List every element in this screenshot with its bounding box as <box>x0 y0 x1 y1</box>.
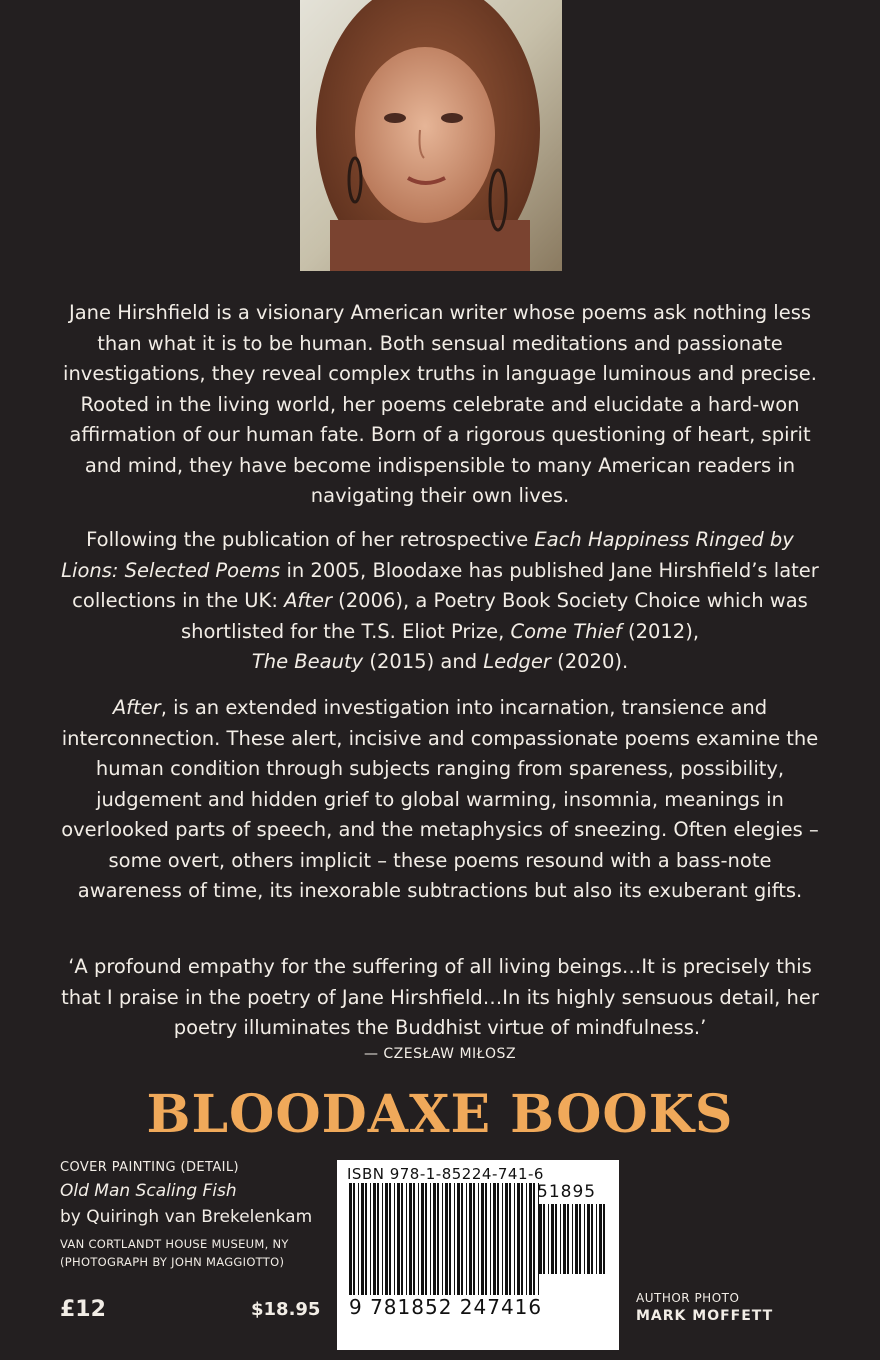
price-code: 51895 <box>537 1182 597 1202</box>
barcode-bar <box>457 1183 460 1295</box>
barcode-bar <box>548 1204 549 1274</box>
barcode-bar <box>563 1204 566 1274</box>
text-segment: (2020). <box>550 650 629 673</box>
barcode-bar <box>572 1204 573 1274</box>
barcode-bar <box>401 1183 403 1295</box>
author-portrait-illustration <box>300 0 562 271</box>
barcode-bar <box>373 1183 376 1295</box>
barcode-bar <box>406 1183 407 1295</box>
barcode-bar <box>361 1183 364 1295</box>
barcode-bar <box>358 1183 359 1295</box>
isbn-barcode <box>337 1160 619 1350</box>
barcode-bar <box>551 1204 554 1274</box>
barcode-bar <box>466 1183 467 1295</box>
review-quote: ‘A profound empathy for the suffering of all living beings…It is precisely this that I praise in the poetry of Jane Hirshfield…In its highly sensuous detail, her poetry illuminates the Buddhist virtue of mindfulness.’ <box>61 955 819 1039</box>
barcode-bar <box>418 1183 419 1295</box>
price-gbp: £12 <box>60 1297 106 1322</box>
barcode-bar <box>353 1183 355 1295</box>
barcode-bar <box>425 1183 427 1295</box>
text-segment: Following the publication of her retrospective <box>86 528 535 551</box>
barcode-bar <box>567 1204 569 1274</box>
barcode-bar <box>478 1183 479 1295</box>
book-title: The Beauty <box>251 650 364 673</box>
barcode-bar <box>529 1183 532 1295</box>
barcode-bar <box>596 1204 597 1274</box>
barcode-bar <box>490 1183 491 1295</box>
blurb-paragraph-intro: Jane Hirshfield is a visionary American writer whose poems ask nothing less than what it is to be human. Both sensual meditations and passionate investigations, they reveal complex truths in language luminous and precise. Rooted in the living world, her poems celebrate and elucidate a hard-won affirmation of our human fate. Born of a rigorous questioning of heart, spirit and mind, they have become indispensible to many American readers in navigating their own lives. <box>63 301 817 507</box>
barcode-bar <box>543 1204 545 1274</box>
barcode-bar <box>603 1204 605 1274</box>
barcode-bar <box>389 1183 391 1295</box>
price-usd: $18.95 <box>251 1299 321 1320</box>
book-title: Each Happiness Ringed by Lions: Selected Poems <box>61 528 794 582</box>
book-title: After <box>112 696 161 719</box>
barcode-bar <box>502 1183 503 1295</box>
text-segment: (2015) and <box>363 650 484 673</box>
author-photo-label: AUTHOR PHOTO <box>636 1291 740 1305</box>
barcode-bar <box>517 1183 520 1295</box>
barcode-bar <box>365 1183 367 1295</box>
barcode-bar <box>421 1183 424 1295</box>
barcode-bar <box>584 1204 585 1274</box>
barcode-bar <box>413 1183 415 1295</box>
barcode-bar <box>560 1204 561 1274</box>
book-title: After <box>284 589 332 612</box>
barcode-bar <box>442 1183 443 1295</box>
barcode-bar <box>485 1183 487 1295</box>
painting-artist: by Quiringh van Brekelenkam <box>60 1207 313 1227</box>
barcode-bar <box>493 1183 496 1295</box>
barcode-bar <box>433 1183 436 1295</box>
barcode-bar <box>469 1183 472 1295</box>
publisher-logo: BLOODAXE BOOKS <box>146 1084 734 1145</box>
painting-photo-credit: (PHOTOGRAPH BY JOHN MAGGIOTTO) <box>60 1255 285 1269</box>
book-title: Ledger <box>483 650 551 673</box>
barcode-bar <box>521 1183 523 1295</box>
barcode-bar <box>539 1204 542 1274</box>
barcode-bar <box>497 1183 499 1295</box>
isbn-number: ISBN 978-1-85224-741-6 <box>347 1165 544 1183</box>
barcode-bar <box>397 1183 400 1295</box>
barcode-bar <box>385 1183 388 1295</box>
barcode-bar <box>382 1183 383 1295</box>
barcode-bar <box>409 1183 412 1295</box>
barcode-bar <box>349 1183 352 1295</box>
blurb-paragraph-publication <box>60 525 820 678</box>
barcode-bar <box>533 1183 535 1295</box>
cover-painting-credits <box>60 1157 330 1271</box>
book-title: Come Thief <box>510 619 622 643</box>
barcode-bar <box>591 1204 593 1274</box>
barcode-bar <box>514 1183 515 1295</box>
barcode-bar <box>449 1183 451 1295</box>
text-segment: (2006), a Poetry Book Society Choice which was shortlisted for the T.S. Eliot Prize, <box>180 589 808 643</box>
barcode-bar <box>394 1183 395 1295</box>
barcode-bar <box>575 1204 578 1274</box>
barcode-bar <box>437 1183 439 1295</box>
barcode-bar <box>587 1204 590 1274</box>
barcode-bar <box>599 1204 602 1274</box>
painting-museum: VAN CORTLANDT HOUSE MUSEUM, NY <box>60 1237 289 1251</box>
blurb-paragraph-after <box>60 693 820 907</box>
barcode-bar <box>473 1183 475 1295</box>
author-photo <box>300 0 562 271</box>
text-segment: in 2005, Bloodaxe has published Jane Hirshfield’s later collections in the UK: <box>72 558 819 612</box>
barcode-bar <box>454 1183 455 1295</box>
barcode-bars <box>349 1183 539 1295</box>
barcode-bar <box>509 1183 511 1295</box>
barcode-bar <box>461 1183 463 1295</box>
author-photo-credit <box>636 1290 773 1326</box>
barcode-bar <box>526 1183 527 1295</box>
barcode-bar <box>481 1183 484 1295</box>
barcode-bar <box>377 1183 379 1295</box>
barcode-digits: 9 781852 247416 <box>349 1295 543 1319</box>
quote-attribution: — CZESŁAW MIŁOSZ <box>363 1046 517 1062</box>
painting-title: Old Man Scaling Fish <box>60 1181 237 1201</box>
barcode-bar <box>505 1183 508 1295</box>
text-segment: (2012), <box>621 619 700 643</box>
barcode-bar <box>579 1204 581 1274</box>
barcode-bar <box>430 1183 431 1295</box>
barcode-bar <box>445 1183 448 1295</box>
author-photo-photographer: MARK MOFFETT <box>636 1308 774 1324</box>
price-barcode-bars <box>539 1204 607 1274</box>
text-segment: , is an extended investigation into incarnation, transience and interconnection. These alert, incisive and compassionate poems examine the human condition through subjects ranging from spareness, possibility, judgement and hidden grief to global warming, insomnia, meanings in overlooked parts of speech, and the metaphysics of sneezing. Often elegies – some overt, others implicit – these poems resound with a bass-note awareness of time, its inexorable subtractions but also its exuberant gifts. <box>61 696 819 902</box>
barcode-bar <box>370 1183 371 1295</box>
barcode-bar <box>555 1204 557 1274</box>
cover-painting-label: COVER PAINTING (DETAIL) <box>60 1160 239 1175</box>
